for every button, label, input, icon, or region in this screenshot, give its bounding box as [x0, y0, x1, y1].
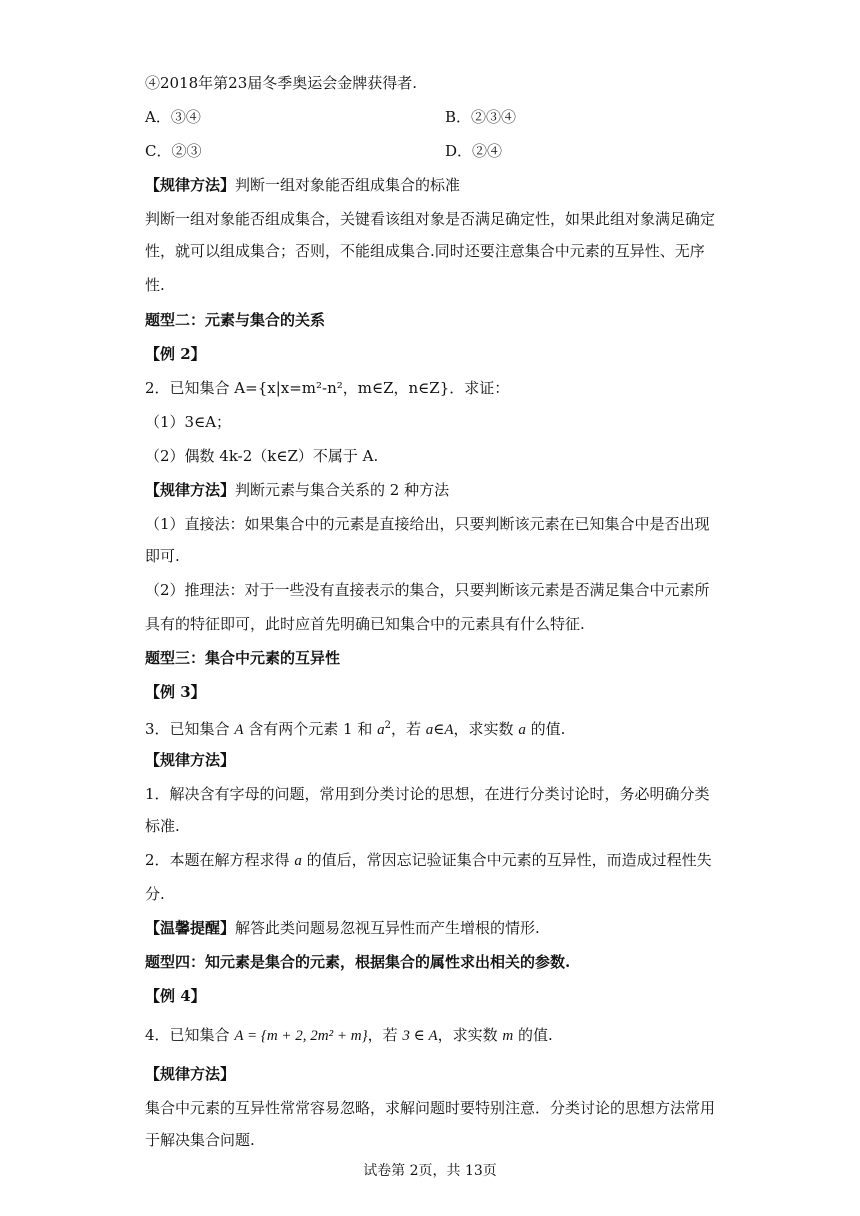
- t4-cond: 3 ∈ A: [402, 1028, 438, 1044]
- type2-question: 2．已知集合 A={x|x=m²-n²，m∈Z，n∈Z}．求证：: [145, 379, 510, 397]
- t3-q-d: ，求实数: [453, 720, 519, 738]
- type2-example: 【例 2】: [145, 345, 206, 363]
- t3-var-A2: A: [444, 722, 454, 738]
- option-b: B．②③④: [445, 108, 517, 126]
- type4-heading: 题型四：知元素是集合的元素，根据集合的属性求出相关的参数.: [145, 953, 571, 971]
- method2-l4: 具有的特征即可，此时应首先明确已知集合中的元素具有什么特征.: [145, 615, 585, 633]
- option-c: C．②③: [145, 142, 202, 160]
- method1-body2: 性，就可以组成集合；否则，不能组成集合.同时还要注意集合中元素的互异性、无序: [145, 242, 705, 260]
- t3-var-a3: a: [518, 722, 526, 738]
- t4-q-b: ，若: [367, 1026, 403, 1044]
- t4-set: A = {m + 2, 2m² + m}: [234, 1028, 368, 1044]
- option-d: D．②④: [445, 142, 503, 160]
- method4-l1: 集合中元素的互异性常常容易忽略，求解问题时要特别注意．分类讨论的思想方法常用: [145, 1099, 716, 1117]
- type2-heading: 题型二：元素与集合的关系: [145, 311, 326, 329]
- m3-var-a: a: [294, 853, 302, 869]
- type4-example: 【例 4】: [145, 987, 206, 1005]
- t3-var-A: A: [234, 722, 244, 738]
- method1-body1: 判断一组对象能否组成集合，关键看该组对象是否满足确定性，如果此组对象满足确定: [145, 210, 716, 228]
- option-a: A．③④: [145, 108, 201, 126]
- type3-heading: 题型三：集合中元素的互异性: [145, 649, 341, 667]
- method1-title-line: [145, 175, 720, 195]
- t3-sup: 2: [384, 720, 391, 731]
- type3-example: 【例 3】: [145, 683, 206, 701]
- method2-title: 【规律方法】: [145, 481, 236, 499]
- type2-part1: （1）3∈A；: [145, 413, 232, 431]
- m3-l3a: 2．本题在解方程求得: [145, 851, 295, 869]
- t4-var-m: m: [502, 1028, 514, 1044]
- method2-l1: （1）直接法：如果集合中的元素是直接给出，只要判断该元素在已知集合中是否出现: [145, 515, 710, 533]
- method3-l2: 标准.: [145, 817, 180, 835]
- q1-item4: ④2018年第23届冬季奥运会金牌获得者.: [145, 74, 418, 92]
- m3-l3b: 的值后，常因忘记验证集合中元素的互异性，而造成过程性失: [301, 851, 712, 869]
- page-footer: 试卷第 2页，共 13页: [363, 1163, 497, 1179]
- method3-title: 【规律方法】: [145, 751, 236, 769]
- method3-l1: 1．解决含有字母的问题，常用到分类讨论的思想，在进行分类讨论时，务必明确分类: [145, 785, 710, 803]
- t3-q-e: 的值.: [525, 720, 566, 738]
- method2-l2: 即可.: [145, 547, 180, 565]
- t4-q-d: 的值.: [513, 1026, 553, 1044]
- tip-line: [145, 918, 720, 938]
- method3-l4: 分.: [145, 885, 165, 903]
- tip-title: 【温馨提醒】: [145, 919, 236, 937]
- t3-in: ∈: [433, 720, 445, 738]
- method3-l3: [145, 850, 720, 871]
- t3-q-a: 3．已知集合: [145, 720, 235, 738]
- tip-body: 解答此类问题易忽视互异性而产生增根的情形.: [235, 919, 540, 937]
- method4-l2: 于解决集合问题.: [145, 1131, 255, 1149]
- type4-question: [145, 1025, 720, 1046]
- t4-q-a: 4．已知集合: [145, 1026, 235, 1044]
- type3-question: [145, 716, 720, 740]
- method1-body3: 性.: [145, 276, 165, 294]
- method1-title: 【规律方法】: [145, 176, 236, 194]
- method2-title-rest: 判断元素与集合关系的 2 种方法: [235, 481, 450, 499]
- t4-q-c: ，求实数: [437, 1026, 503, 1044]
- type2-part2: （2）偶数 4k-2（k∈Z）不属于 A.: [145, 447, 379, 465]
- method2-title-line: [145, 480, 720, 500]
- method2-l3: （2）推理法：对于一些没有直接表示的集合，只要判断该元素是否满足集合中元素所: [145, 581, 710, 599]
- t3-q-c: ，若: [390, 720, 426, 738]
- t3-var-a: a: [377, 722, 385, 738]
- method1-title-rest: 判断一组对象能否组成集合的标准: [235, 176, 461, 194]
- t3-var-a2: a: [425, 722, 434, 738]
- method4-title: 【规律方法】: [145, 1065, 236, 1083]
- t3-q-b: 含有两个元素 1 和: [243, 720, 378, 738]
